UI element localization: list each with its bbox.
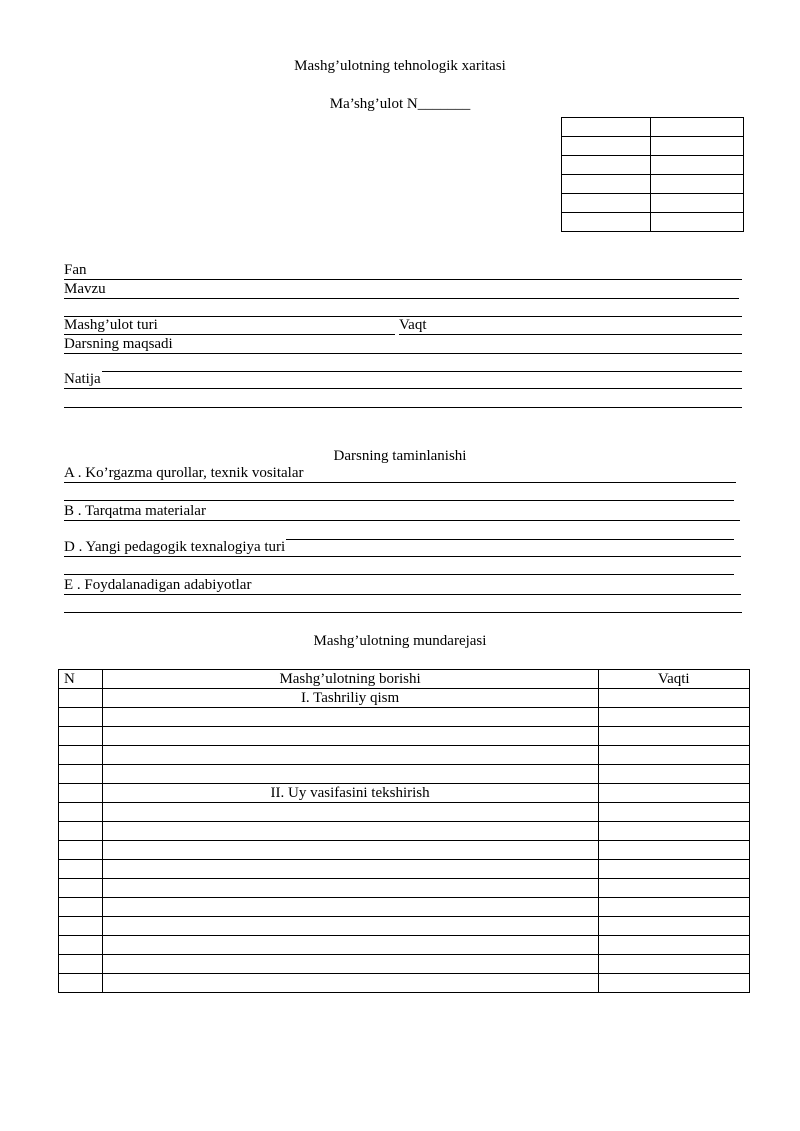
mundarija-title: Mashg’ulotning mundarejasi bbox=[313, 633, 487, 649]
mashgulot-turi-label: Mashg’ulot turi bbox=[64, 317, 158, 333]
tarqatma-label: B . Tarqatma materialar bbox=[64, 503, 206, 519]
table-cell[interactable] bbox=[59, 727, 103, 746]
header-n: N bbox=[59, 670, 103, 689]
table-cell[interactable] bbox=[598, 784, 750, 803]
table-cell bbox=[651, 213, 744, 232]
table-cell[interactable] bbox=[102, 860, 598, 879]
table-cell bbox=[651, 118, 744, 137]
table-cell[interactable] bbox=[59, 803, 103, 822]
table-row bbox=[59, 746, 750, 765]
section-1-heading: I. Tashriliy qism bbox=[102, 689, 598, 708]
table-cell[interactable] bbox=[598, 879, 750, 898]
table-cell[interactable] bbox=[598, 803, 750, 822]
table-row bbox=[562, 175, 744, 194]
table-cell[interactable] bbox=[59, 784, 103, 803]
table-cell[interactable] bbox=[59, 879, 103, 898]
table-cell[interactable] bbox=[598, 917, 750, 936]
table-row bbox=[59, 765, 750, 784]
table-row bbox=[562, 194, 744, 213]
table-cell[interactable] bbox=[59, 860, 103, 879]
document-title: Mashg’ulotning tehnologik xaritasi bbox=[294, 58, 506, 74]
content-table bbox=[58, 669, 750, 993]
table-cell[interactable] bbox=[102, 936, 598, 955]
table-cell bbox=[562, 213, 651, 232]
table-cell bbox=[562, 156, 651, 175]
table-cell bbox=[651, 194, 744, 213]
table-row bbox=[59, 917, 750, 936]
table-row bbox=[562, 137, 744, 156]
table-cell[interactable] bbox=[598, 708, 750, 727]
table-cell[interactable] bbox=[598, 936, 750, 955]
natija-label: Natija bbox=[64, 371, 101, 387]
table-cell bbox=[651, 156, 744, 175]
table-row bbox=[59, 784, 750, 803]
adabiyotlar-continuation-line[interactable] bbox=[64, 611, 742, 613]
adabiyotlar-field[interactable] bbox=[64, 576, 741, 595]
table-row bbox=[59, 955, 750, 974]
pedagogik-continuation-line[interactable] bbox=[64, 573, 734, 575]
table-cell[interactable] bbox=[59, 746, 103, 765]
table-cell[interactable] bbox=[598, 689, 750, 708]
table-row bbox=[59, 727, 750, 746]
table-cell bbox=[562, 175, 651, 194]
natija-continuation-line[interactable] bbox=[64, 406, 742, 408]
table-cell[interactable] bbox=[59, 841, 103, 860]
table-cell bbox=[562, 118, 651, 137]
mavzu-label: Mavzu bbox=[64, 281, 106, 297]
table-cell bbox=[562, 194, 651, 213]
table-row bbox=[59, 841, 750, 860]
mavzu-field[interactable] bbox=[64, 280, 739, 299]
vaqt-field[interactable] bbox=[399, 316, 742, 335]
table-cell[interactable] bbox=[59, 974, 103, 993]
adabiyotlar-label: E . Foydalanadigan adabiyotlar bbox=[64, 577, 252, 593]
korgazma-field[interactable] bbox=[64, 464, 736, 483]
table-row bbox=[562, 118, 744, 137]
table-row bbox=[59, 898, 750, 917]
corner-table bbox=[561, 117, 744, 232]
header-borishi: Mashg’ulotning borishi bbox=[102, 670, 598, 689]
table-cell bbox=[651, 175, 744, 194]
table-cell[interactable] bbox=[59, 765, 103, 784]
table-cell[interactable] bbox=[102, 898, 598, 917]
table-row bbox=[59, 860, 750, 879]
maqsadi-label: Darsning maqsadi bbox=[64, 336, 173, 352]
table-cell[interactable] bbox=[59, 822, 103, 841]
table-cell[interactable] bbox=[102, 765, 598, 784]
table-cell[interactable] bbox=[59, 898, 103, 917]
table-cell[interactable] bbox=[598, 765, 750, 784]
table-row bbox=[59, 936, 750, 955]
korgazma-label: A . Ko’rgazma qurollar, texnik vositalar bbox=[64, 465, 304, 481]
table-row bbox=[562, 156, 744, 175]
mashgulot-turi-field[interactable] bbox=[64, 316, 395, 335]
pedagogik-field[interactable] bbox=[64, 538, 741, 557]
korgazma-continuation-line[interactable] bbox=[64, 499, 734, 501]
table-row bbox=[562, 213, 744, 232]
table-cell[interactable] bbox=[102, 974, 598, 993]
table-row bbox=[59, 708, 750, 727]
table-row bbox=[59, 803, 750, 822]
table-cell[interactable] bbox=[59, 955, 103, 974]
table-cell[interactable] bbox=[59, 689, 103, 708]
table-cell[interactable] bbox=[59, 708, 103, 727]
table-cell[interactable] bbox=[102, 879, 598, 898]
table-cell[interactable] bbox=[598, 974, 750, 993]
table-cell[interactable] bbox=[102, 841, 598, 860]
section-2-heading: II. Uy vasifasini tekshirish bbox=[102, 784, 598, 803]
table-header-row bbox=[59, 670, 750, 689]
table-cell[interactable] bbox=[102, 746, 598, 765]
table-row bbox=[59, 974, 750, 993]
table-cell[interactable] bbox=[598, 822, 750, 841]
table-row bbox=[59, 822, 750, 841]
maqsadi-field[interactable] bbox=[64, 335, 742, 354]
table-cell[interactable] bbox=[102, 955, 598, 974]
fan-label: Fan bbox=[64, 262, 87, 278]
table-cell[interactable] bbox=[59, 917, 103, 936]
table-cell[interactable] bbox=[598, 841, 750, 860]
table-cell bbox=[562, 137, 651, 156]
table-cell[interactable] bbox=[598, 860, 750, 879]
fan-field[interactable] bbox=[64, 261, 742, 280]
table-cell[interactable] bbox=[102, 708, 598, 727]
taminlanish-title: Darsning taminlanishi bbox=[333, 448, 467, 464]
table-cell[interactable] bbox=[102, 822, 598, 841]
table-row bbox=[59, 689, 750, 708]
tarqatma-field[interactable] bbox=[64, 502, 740, 521]
header-vaqti: Vaqti bbox=[598, 670, 750, 689]
table-cell[interactable] bbox=[598, 955, 750, 974]
table-cell[interactable] bbox=[598, 746, 750, 765]
table-cell[interactable] bbox=[598, 727, 750, 746]
document-subtitle: Ma’shg’ulot N_______ bbox=[329, 96, 471, 112]
table-row bbox=[59, 879, 750, 898]
natija-field[interactable] bbox=[64, 370, 742, 389]
pedagogik-label: D . Yangi pedagogik texnalogiya turi bbox=[64, 539, 286, 555]
table-cell[interactable] bbox=[59, 936, 103, 955]
table-cell bbox=[651, 137, 744, 156]
vaqt-label: Vaqt bbox=[399, 317, 427, 333]
table-cell[interactable] bbox=[598, 898, 750, 917]
table-cell[interactable] bbox=[102, 917, 598, 936]
table-cell[interactable] bbox=[102, 803, 598, 822]
table-cell[interactable] bbox=[102, 727, 598, 746]
